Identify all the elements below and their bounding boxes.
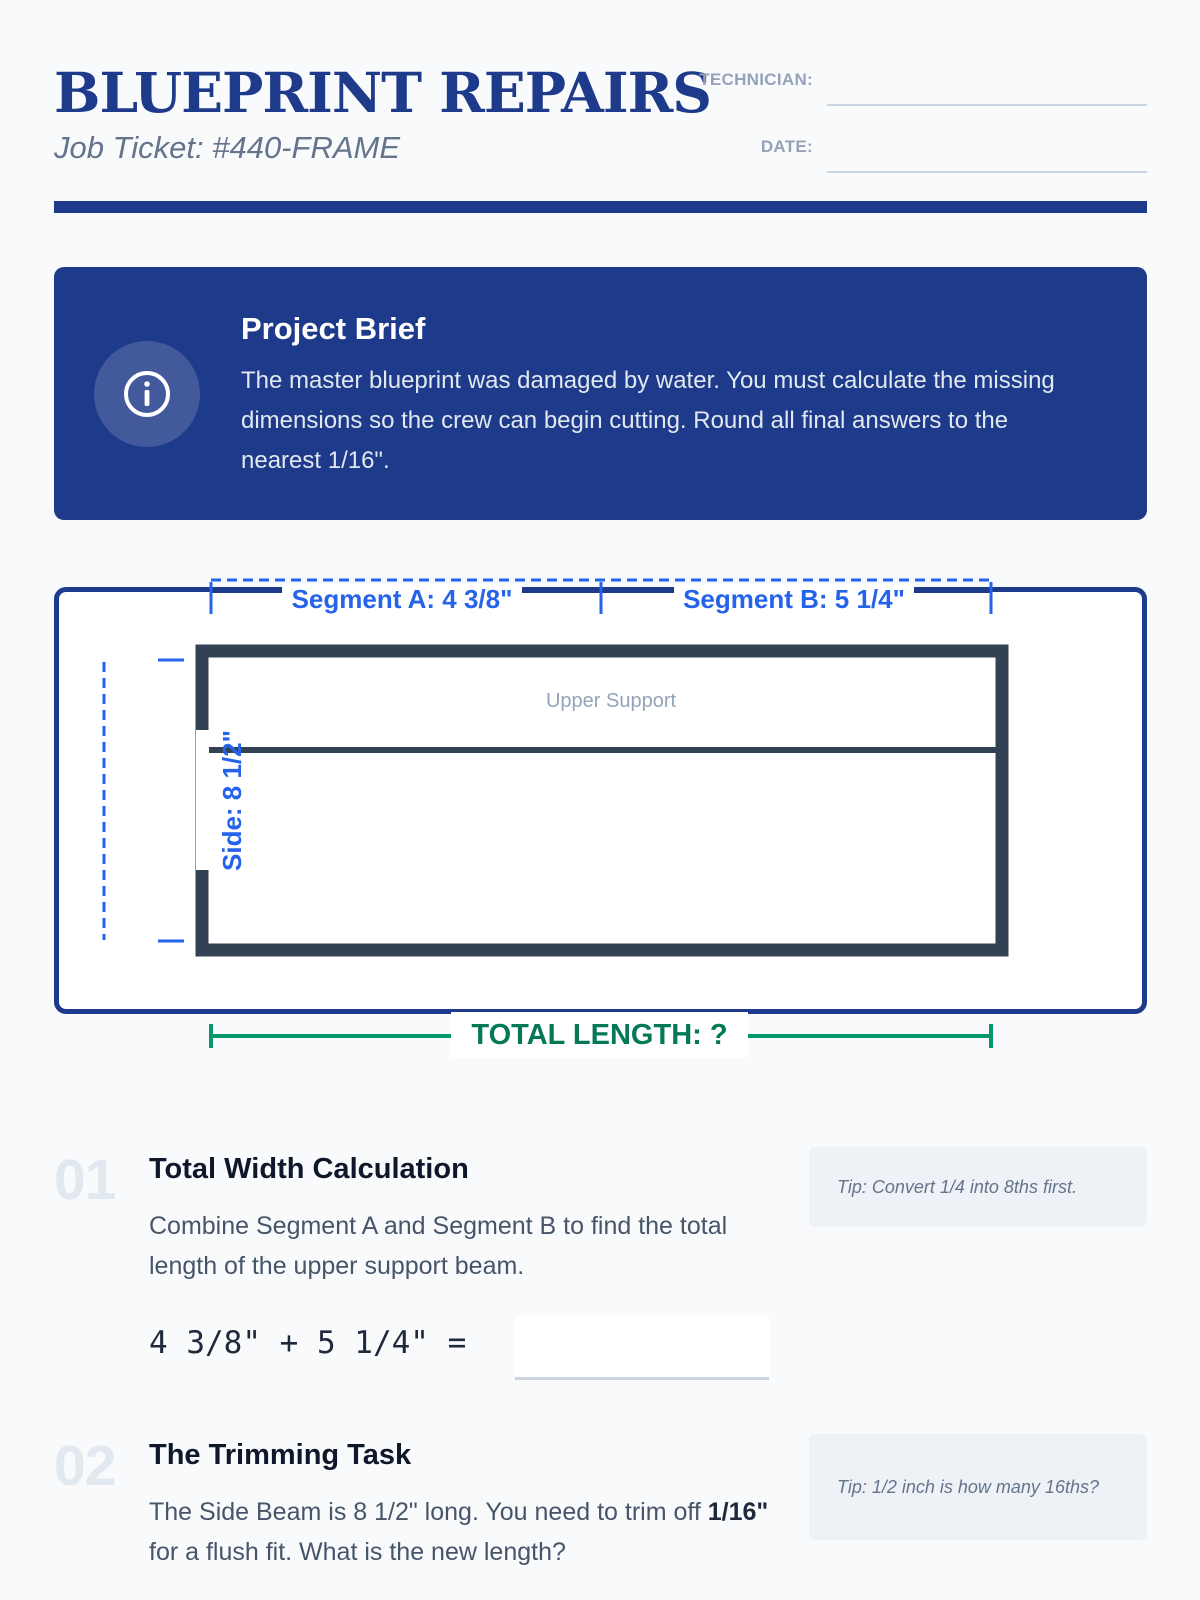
technician-label: TECHNICIAN: xyxy=(699,70,813,89)
task-title: The Trimming Task xyxy=(149,1439,412,1471)
upper-support-label: Upper Support xyxy=(545,690,677,712)
segment-b-label: Segment B: 5 1/4" xyxy=(674,584,914,615)
side-gap xyxy=(196,730,209,870)
segment-a-label: Segment A: 4 3/8" xyxy=(282,584,522,615)
technician-field[interactable] xyxy=(827,104,1147,106)
header-divider xyxy=(54,201,1147,213)
brand-title: BLUEPRINT REPAIRS xyxy=(54,60,711,125)
date-field[interactable] xyxy=(827,171,1147,173)
tip-text: Tip: 1/2 inch is how many 16ths? xyxy=(837,1476,1099,1497)
brief-title: Project Brief xyxy=(241,311,426,346)
side-label: Side: 8 1/2" xyxy=(217,730,247,871)
tip-box xyxy=(809,1434,1147,1540)
task-number: 02 xyxy=(54,1434,116,1498)
project-brief xyxy=(54,267,1147,520)
task-title: Total Width Calculation xyxy=(149,1153,469,1185)
info-icon xyxy=(94,341,200,447)
task-text-part: for a flush fit. What is the new length? xyxy=(149,1538,566,1566)
task-text: Combine Segment A and Segment B to find the total length of the upper support beam. xyxy=(149,1212,728,1280)
tip-text: Tip: Convert 1/4 into 8ths first. xyxy=(837,1176,1077,1197)
worksheet-page xyxy=(54,0,1147,1600)
job-ticket: Job Ticket: #440-FRAME xyxy=(54,130,401,165)
task-text-bold: 1/16" xyxy=(707,1498,769,1526)
total-length-label: TOTAL LENGTH: ? xyxy=(451,1012,748,1058)
equation: 4 3/8" + 5 1/4" = xyxy=(149,1325,467,1361)
task-number: 01 xyxy=(54,1148,116,1212)
answer-input[interactable] xyxy=(515,1316,769,1380)
task-text xyxy=(149,1492,789,1572)
date-label: DATE: xyxy=(760,137,813,156)
task-text-part: The Side Beam is 8 1/2" long. You need to trim off xyxy=(149,1498,708,1526)
brief-text: The master blueprint was damaged by water. You must calculate the missing dimensions so the crew can begin cutting. Round all final answers to the nearest 1/16". xyxy=(241,367,1055,474)
tip-box xyxy=(809,1147,1147,1227)
